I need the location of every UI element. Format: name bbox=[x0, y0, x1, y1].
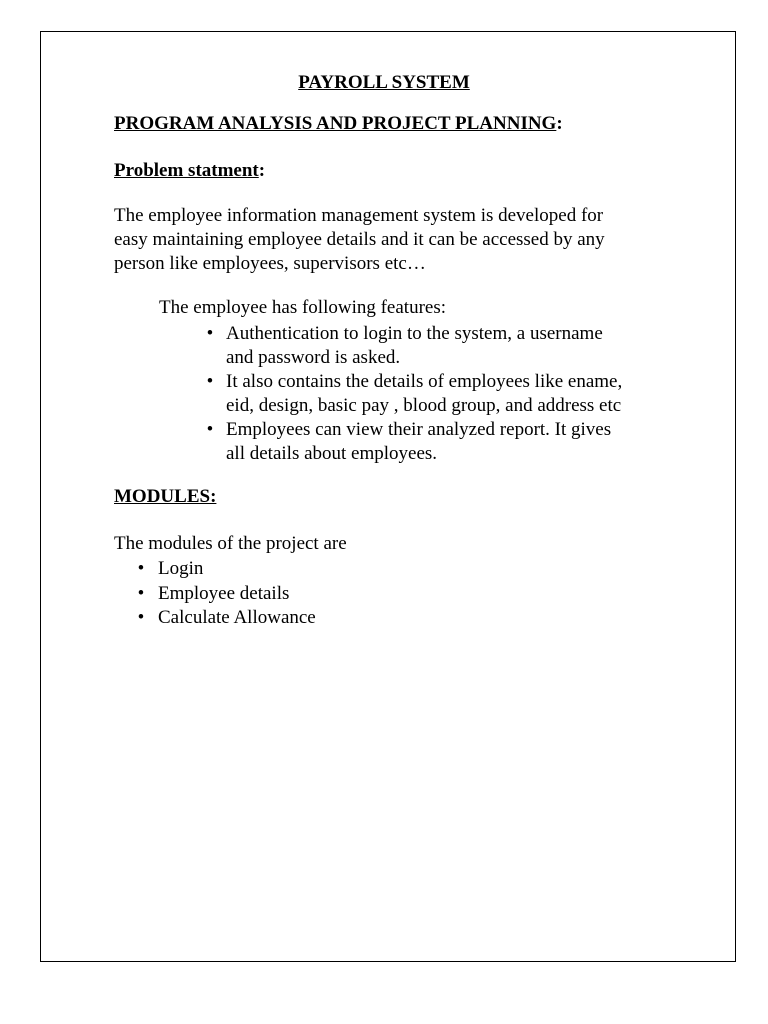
bullet-icon: • bbox=[137, 558, 145, 579]
feature-line: Employees can view their analyzed report. It gives bbox=[226, 419, 612, 440]
feature-line: It also contains the details of employees like ename, bbox=[226, 371, 623, 392]
bullet-icon: • bbox=[206, 371, 214, 392]
modules-heading bbox=[114, 486, 216, 508]
section-heading-text: PROGRAM ANALYSIS AND PROJECT PLANNING bbox=[114, 113, 557, 134]
list-item bbox=[135, 582, 316, 607]
bullet-icon: • bbox=[137, 582, 145, 604]
section-heading bbox=[114, 113, 563, 135]
module-label: Login bbox=[158, 558, 204, 579]
problem-heading-colon: : bbox=[258, 160, 266, 181]
problem-heading bbox=[114, 160, 265, 182]
document-title bbox=[0, 72, 768, 94]
features-intro: The employee has following features: bbox=[159, 297, 447, 318]
problem-statement bbox=[114, 204, 674, 276]
problem-text-line: easy maintaining employee details and it can be accessed by any bbox=[114, 229, 605, 250]
feature-line: Authentication to login to the system, a username bbox=[226, 323, 603, 344]
list-item bbox=[204, 370, 674, 418]
list-item bbox=[135, 606, 316, 631]
bullet-icon: • bbox=[137, 607, 145, 628]
problem-heading-text: Problem statment bbox=[114, 160, 259, 181]
list-item bbox=[204, 322, 674, 370]
problem-text-line: The employee information management system is developed for bbox=[114, 205, 604, 226]
modules-list bbox=[135, 557, 316, 631]
modules-intro: The modules of the project are bbox=[114, 533, 347, 554]
bullet-icon: • bbox=[206, 323, 214, 344]
feature-line: and password is asked. bbox=[226, 347, 401, 368]
features-list bbox=[204, 322, 674, 466]
feature-line: all details about employees. bbox=[226, 443, 438, 464]
problem-text-line: person like employees, supervisors etc… bbox=[114, 253, 426, 274]
section-heading-colon: : bbox=[556, 113, 563, 134]
modules-heading-text: MODULES: bbox=[114, 486, 217, 507]
list-item bbox=[204, 418, 674, 466]
list-item bbox=[135, 557, 316, 582]
module-label: Employee details bbox=[158, 582, 290, 604]
document-title-text: PAYROLL SYSTEM bbox=[298, 72, 470, 93]
module-label: Calculate Allowance bbox=[158, 607, 316, 628]
bullet-icon: • bbox=[206, 419, 214, 440]
feature-line: eid, design, basic pay , blood group, and address etc bbox=[226, 395, 622, 416]
